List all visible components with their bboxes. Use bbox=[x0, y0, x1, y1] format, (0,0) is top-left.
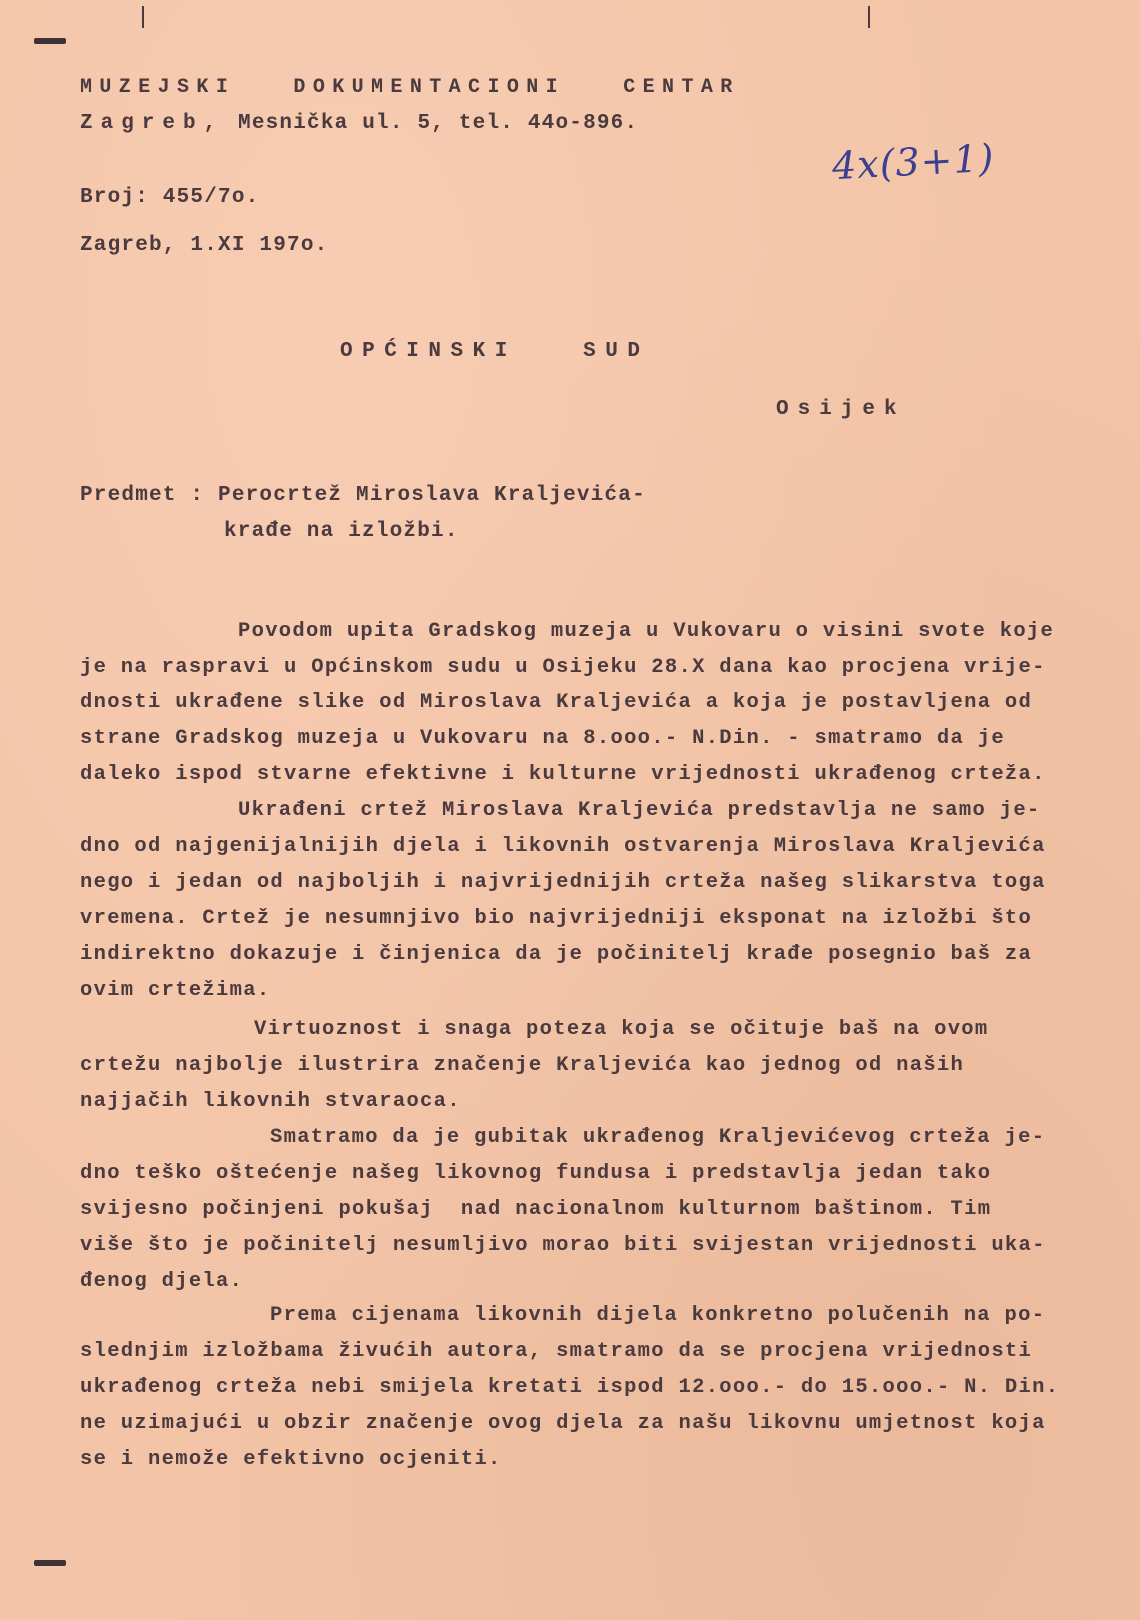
body-line: ovim crtežima. bbox=[80, 979, 271, 1002]
letter-date: Zagreb, 1.XI 197o. bbox=[80, 234, 329, 257]
body-line: Prema cijenama likovnih dijela konkretno polučenih na po- bbox=[270, 1304, 1046, 1327]
body-line: ne uzimajući u obzir značenje ovog djela za našu likovnu umjetnost koja bbox=[80, 1412, 1046, 1435]
body-line: daleko ispod stvarne efektivne i kulturne vrijednosti ukrađenog crteža. bbox=[80, 763, 1046, 786]
body-line: više što je počinitelj nesumljivo morao biti svijestan vrijednosti uka- bbox=[80, 1234, 1046, 1257]
body-line: dno od najgenijalnijih djela i likovnih ostvarenja Miroslava Kraljevića bbox=[80, 835, 1046, 858]
body-line: slednjim izložbama živućih autora, smatramo da se procjena vrijednosti bbox=[80, 1340, 1033, 1363]
body-line: strane Gradskog muzeja u Vukovaru na 8.ooo.- N.Din. - smatramo da je bbox=[80, 727, 1005, 750]
reference-number: Broj: 455/7o. bbox=[80, 186, 260, 209]
body-line: se i nemože efektivno ocjeniti. bbox=[80, 1448, 502, 1471]
recipient-court: OPĆINSKI SUD bbox=[340, 340, 650, 363]
fold-mark bbox=[868, 6, 870, 28]
organization-address bbox=[80, 112, 638, 135]
body-line: je na raspravi u Općinskom sudu u Osijeku 28.X dana kao procjena vrije- bbox=[80, 656, 1046, 679]
body-line: indirektno dokazuje i činjenica da je počinitelj krađe posegnio baš za bbox=[80, 943, 1033, 966]
body-line: vremena. Crtež je nesumnjivo bio najvrijedniji eksponat na izložbi što bbox=[80, 907, 1033, 930]
body-line: nego i jedan od najboljih i najvrijednijih crteža našeg slikarstva toga bbox=[80, 871, 1046, 894]
subject-line-2: krađe na izložbi. bbox=[224, 520, 459, 543]
body-line: Ukrađeni crtež Miroslava Kraljevića predstavlja ne samo je- bbox=[238, 799, 1041, 822]
recipient-place: Osijek bbox=[776, 398, 906, 421]
body-line: najjačih likovnih stvaraoca. bbox=[80, 1090, 461, 1113]
subject-line-1: Predmet : Perocrtež Miroslava Kraljevića- bbox=[80, 484, 646, 507]
body-line: Virtuoznost i snaga poteza koja se očituje baš na ovom bbox=[254, 1018, 989, 1041]
handwritten-note: 4x(3+1) bbox=[830, 135, 996, 189]
body-line: crtežu najbolje ilustrira značenje Kraljevića kao jednog od naših bbox=[80, 1054, 965, 1077]
body-line: Smatramo da je gubitak ukrađenog Kraljevićevog crteža je- bbox=[270, 1126, 1046, 1149]
body-line: đenog djela. bbox=[80, 1270, 244, 1293]
body-line: dnosti ukrađene slike od Miroslava Kraljevića a koja je postavljena od bbox=[80, 691, 1033, 714]
binder-mark-top bbox=[34, 38, 66, 44]
binder-mark-bottom bbox=[34, 1560, 66, 1566]
body-line: Povodom upita Gradskog muzeja u Vukovaru o visini svote koje bbox=[238, 620, 1055, 643]
city: Zagreb, bbox=[80, 112, 225, 135]
organization-name: MUZEJSKI DOKUMENTACIONI CENTAR bbox=[80, 76, 740, 99]
fold-mark bbox=[142, 6, 144, 28]
street-phone: Mesnička ul. 5, tel. 44o-896. bbox=[224, 112, 639, 135]
body-line: ukrađenog crteža nebi smijela kretati ispod 12.ooo.- do 15.ooo.- N. Din. bbox=[80, 1376, 1060, 1399]
body-line: dno teško oštećenje našeg likovnog fundusa i predstavlja jedan tako bbox=[80, 1162, 992, 1185]
body-line: svijesno počinjeni pokušaj nad nacionalnom kulturnom baštinom. Tim bbox=[80, 1198, 992, 1221]
